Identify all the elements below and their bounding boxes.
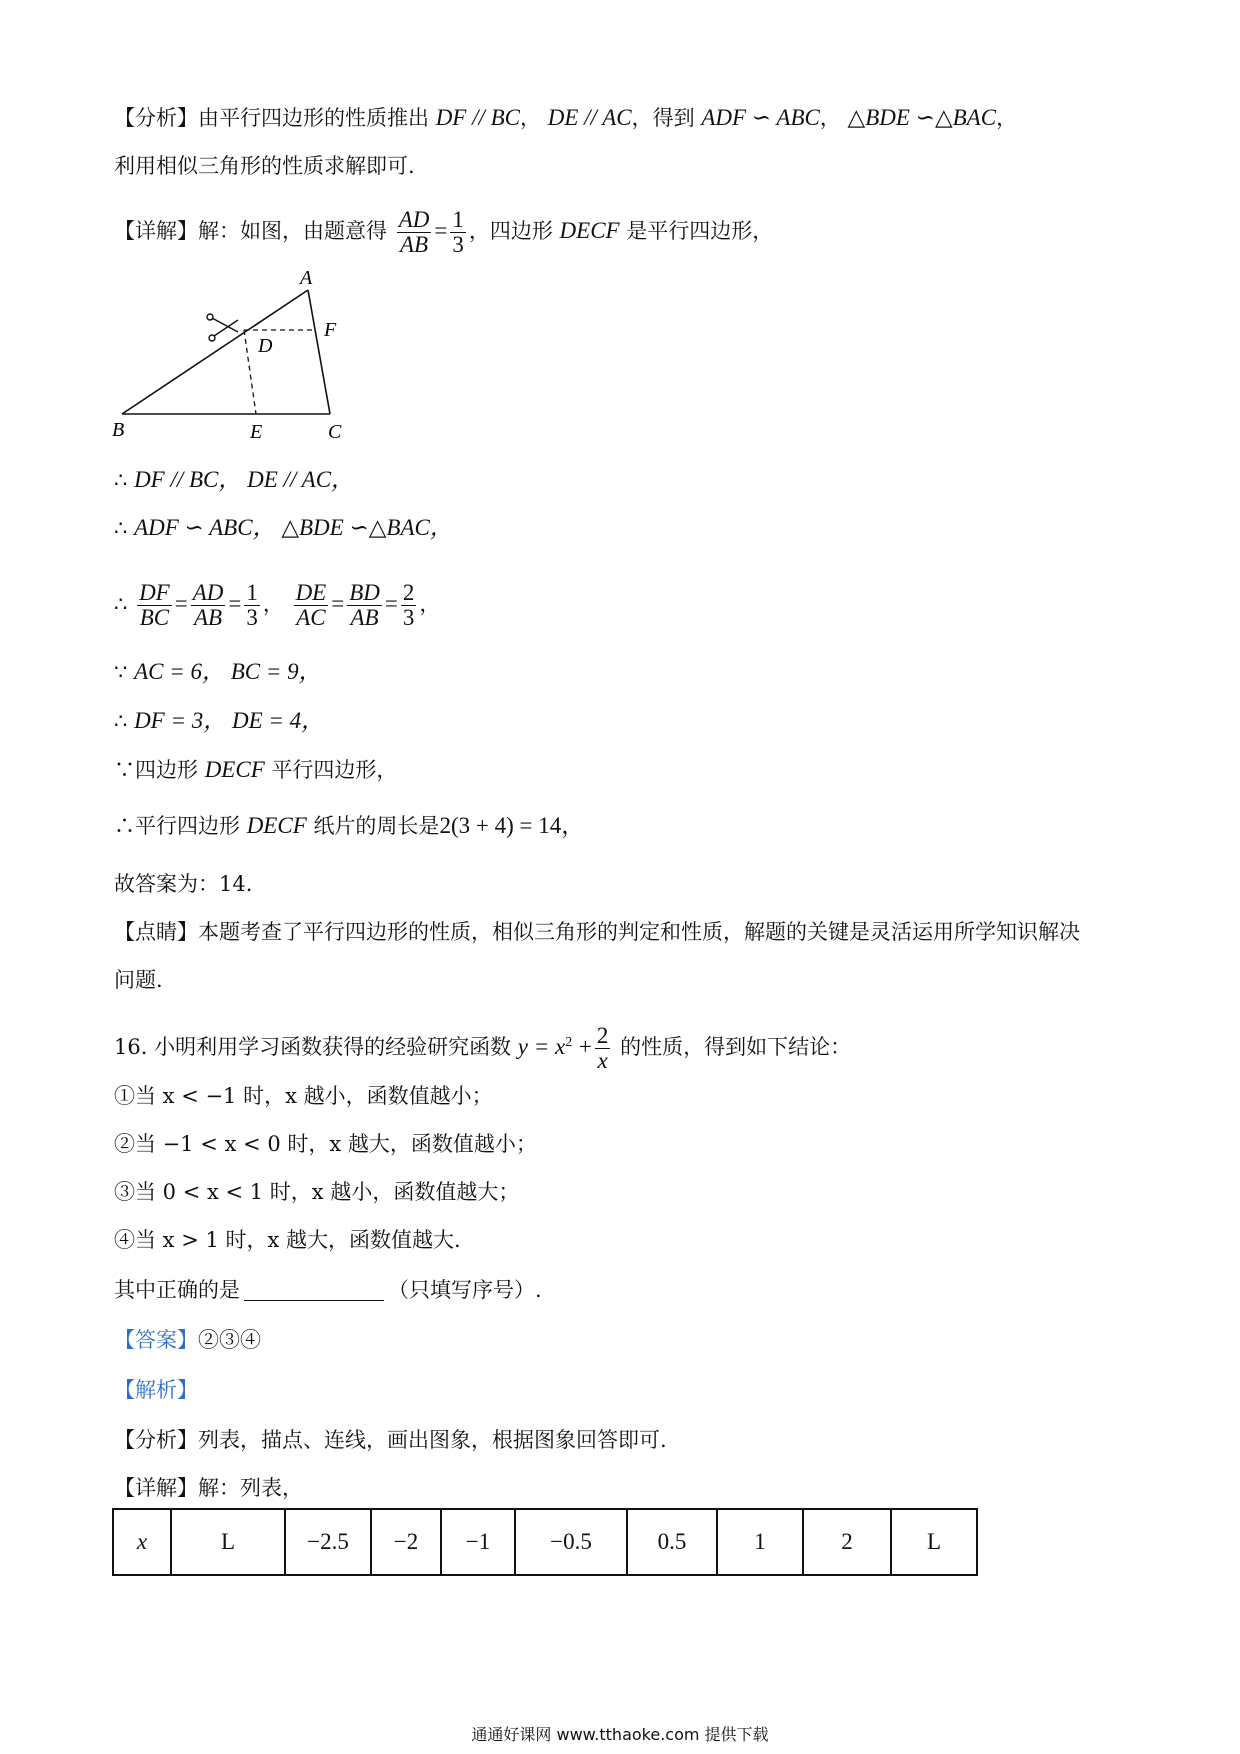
frac-num: 1 [452, 207, 464, 232]
conclusion-1: ①当 x < −1 时，x 越小，函数值越小； [114, 1084, 493, 1108]
step-5 [114, 707, 324, 735]
side-ac [308, 290, 330, 414]
fraction-2-over-x [595, 1024, 611, 1073]
fraction-ad-ab-2 [191, 581, 226, 630]
step-7-math: 2(3 + 4) = 14， [439, 813, 585, 838]
frac-num: BD [349, 580, 380, 605]
answer-tag: 【答案】 [114, 1328, 198, 1352]
table-cell: −2.5 [285, 1509, 371, 1575]
question-text: 小明利用学习函数获得的经验研究函数 [154, 1035, 512, 1059]
step-6-text: 四边形 [135, 758, 198, 782]
step-6 [114, 756, 397, 784]
therefore-symbol: ∴ [114, 814, 135, 838]
math-decf: DECF [559, 218, 620, 243]
triangle-diagram [110, 262, 370, 442]
plus-sign: + [578, 1034, 592, 1059]
detail-text-3: 是平行四边形， [626, 219, 774, 243]
step-7-text: 平行四边形 [135, 814, 240, 838]
table-cell: −2 [371, 1509, 441, 1575]
conclusion-4: ④当 x > 1 时，x 越大，函数值越大. [114, 1228, 461, 1252]
step-1-math: DF // BC， DE // AC， [134, 467, 355, 492]
detail-tag: 【详解】 [114, 219, 198, 243]
table-cell: x [113, 1509, 171, 1575]
value-table [112, 1508, 978, 1576]
frac-num: AD [192, 580, 224, 605]
table-cell: 2 [803, 1509, 891, 1575]
frac-den: AB [399, 232, 429, 257]
label-a: A [300, 267, 313, 289]
table-cell: −1 [441, 1509, 515, 1575]
detail-line-1 [114, 208, 773, 257]
frac-den: AC [296, 605, 326, 630]
label-b: B [112, 419, 125, 441]
frac-num: DE [295, 580, 327, 605]
exponent: 2 [565, 1035, 573, 1050]
frac-den: 3 [402, 605, 415, 630]
analysis-line-1: 【分析】由平行四边形的性质推出 DF // BC， DE // AC，得到 ADF ∽ ABC， △BDE ∽△BAC， [114, 105, 1018, 130]
because-symbol: ∵ [114, 758, 135, 782]
because-symbol: ∵ [114, 660, 128, 684]
detail-text-2: ，四边形 [468, 219, 553, 243]
analysis-text: 由平行四边形的性质推出 [198, 106, 429, 130]
question-16 [114, 1024, 851, 1073]
side-ba [122, 290, 308, 414]
frac-den: AB [350, 605, 379, 630]
comment-line-2: 问题. [114, 968, 163, 992]
function-y-x: y = x [517, 1034, 566, 1059]
therefore-symbol: ∴ [114, 592, 128, 616]
math-similar-bde-bac: △BDE ∽△BAC [847, 105, 997, 130]
step-2-math: ADF ∽ ABC， △BDE ∽△BAC， [134, 515, 453, 540]
fraction-bd-ab [347, 581, 382, 630]
step-2 [114, 514, 453, 542]
conclusion-3: ③当 0 < x < 1 时，x 越小，函数值越大； [114, 1180, 520, 1204]
math-decf: DECF [246, 813, 307, 838]
footer-watermark: 通通好课网 www.tthaoke.com 提供下载 [471, 1725, 769, 1744]
analysis-tag: 【分析】 [114, 106, 198, 130]
question-text-2: 的性质，得到如下结论： [620, 1035, 852, 1059]
explain-tag: 【解析】 [114, 1378, 198, 1402]
analysis-2-line [114, 1426, 667, 1454]
frac-den: AB [194, 605, 223, 630]
fraction-one-third [450, 208, 466, 257]
detail-2-text: 解：列表， [198, 1476, 303, 1500]
frac-den: 3 [452, 232, 464, 257]
frac-num: DF [139, 580, 170, 605]
frac-num: 2 [596, 1023, 609, 1048]
comment-line-1 [114, 918, 1080, 946]
final-answer-line: 故答案为：14. [114, 872, 253, 896]
label-e: E [250, 421, 263, 442]
fill-blank-line [114, 1276, 542, 1304]
math-decf: DECF [204, 757, 265, 782]
segment-de [244, 330, 256, 414]
question-number: 16. [114, 1035, 148, 1059]
label-f: F [324, 319, 337, 341]
fraction-de-ac [294, 581, 329, 630]
comment-text: 本题考查了平行四边形的性质，相似三角形的判定和性质，解题的关键是灵活运用所学知识解决 [198, 920, 1080, 944]
label-d: D [258, 335, 273, 357]
fraction-2-3 [401, 581, 417, 630]
step-6-text-2: 平行四边形， [271, 758, 398, 782]
math-de-parallel-ac: DE // AC [547, 105, 632, 130]
step-7-text-2: 纸片的周长是 [313, 814, 440, 838]
step-3: ∴ $\frac{DF}{BC}$ = $\frac{AD}{AB}$ = $\frac{1}{3}$ ， $\frac{DE}{AC}$ = $\frac{BD}{AB}$ = $\frac{2}{3}$ ， [114, 580, 441, 630]
label-c: C [328, 421, 342, 442]
equals: = [434, 218, 448, 243]
analysis-2-text: 列表，描点、连线，画出图象，根据图象回答即可. [198, 1428, 667, 1452]
frac-den: 3 [246, 605, 258, 630]
conclusion-2: ②当 −1 < x < 0 时，x 越大，函数值越小； [114, 1132, 537, 1156]
comment-tag: 【点睛】 [114, 920, 198, 944]
fraction-df-bc [137, 581, 172, 630]
fraction-ad-ab [397, 208, 432, 257]
table-row [113, 1509, 977, 1575]
detail-tag: 【详解】 [114, 1476, 198, 1500]
frac-num: 1 [246, 580, 258, 605]
step-4 [114, 658, 322, 686]
therefore-symbol: ∴ [114, 468, 128, 492]
frac-num: 2 [402, 580, 415, 605]
step-5-math: DF = 3， DE = 4， [134, 708, 325, 733]
scissors-icon [207, 314, 238, 341]
math-df-parallel-bc: DF // BC [435, 105, 521, 130]
detail-text: 解：如图，由题意得 [198, 219, 387, 243]
step-4-math: AC = 6， BC = 9， [134, 659, 322, 684]
frac-den: x [597, 1048, 608, 1073]
frac-den: BC [139, 605, 170, 630]
answer-line [114, 1326, 261, 1354]
frac-num: AD [398, 207, 430, 232]
therefore-symbol: ∴ [114, 516, 128, 540]
table-cell: −0.5 [515, 1509, 627, 1575]
analysis-line-2: 利用相似三角形的性质求解即可. [114, 154, 415, 178]
therefore-symbol: ∴ [114, 709, 128, 733]
analysis-got: ，得到 [631, 106, 695, 130]
table-cell: L [891, 1509, 977, 1575]
fill-text-2: （只填写序号）. [388, 1278, 542, 1302]
step-7 [114, 812, 584, 840]
math-similar-adf-abc: ADF ∽ ABC [701, 105, 820, 130]
table-cell: 1 [717, 1509, 803, 1575]
step-1 [114, 466, 354, 494]
fraction-1-3 [244, 581, 260, 630]
detail-2-line [114, 1474, 303, 1502]
analysis-tag: 【分析】 [114, 1428, 198, 1452]
fill-text: 其中正确的是 [114, 1278, 240, 1302]
answer-value: ②③④ [198, 1328, 261, 1352]
table-cell: L [171, 1509, 285, 1575]
table-cell: 0.5 [627, 1509, 717, 1575]
answer-blank [244, 1278, 384, 1301]
